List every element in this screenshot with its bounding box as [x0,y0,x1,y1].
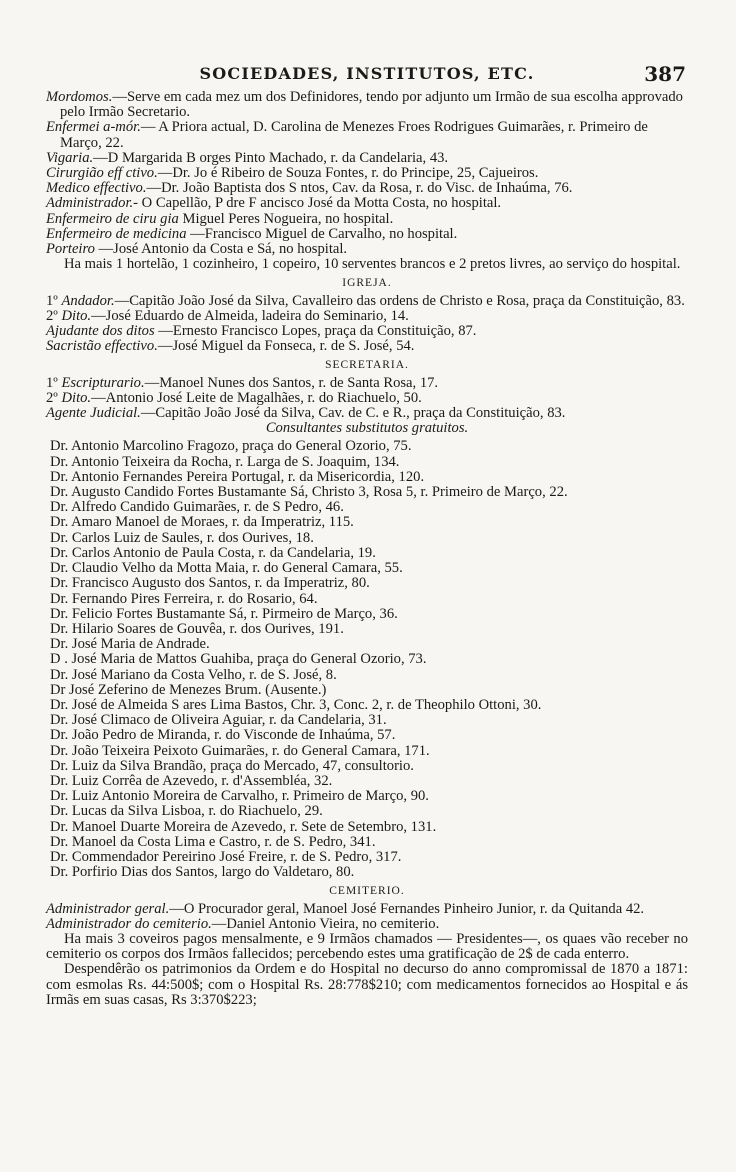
consultant-entry: Dr. Luiz da Silva Brandão, praça do Mercado, 47, consultorio. [50,757,414,774]
consultant-entry: Dr. Manoel Duarte Moreira de Azevedo, r. Sete de Setembro, 131. [50,818,437,835]
section-title: SECRETARIA. [325,359,409,372]
church-entry: 1º Andador.—Capitão João José da Silva, Cavalleiro das ordens de Christo e Rosa, praça da Constituição, 83. [46,292,685,309]
consultant-entry: Dr. José de Almeida S ares Lima Bastos, Chr. 3, Conc. 2, r. de Theophilo Ottoni, 30. [50,696,542,713]
secretaria-entry: 1º Escripturario.—Manoel Nunes dos Santos, r. de Santa Rosa, 17. [46,374,439,391]
consultant-entry: Dr. José Climaco de Oliveira Aguiar, r. da Candelaria, 31. [50,712,387,729]
consultant-entry: Dr. Carlos Antonio de Paula Costa, r. da Candelaria, 19. [50,544,376,561]
consultant-entry: Dr. José Mariano da Costa Velho, r. de S. José, 8. [50,666,337,683]
staff-entry: Vigaria.—D Margarida B orges Pinto Machado, r. da Candelaria, 43. [46,149,449,166]
consultant-entry: Dr. Antonio Fernandes Pereira Portugal, r. da Misericordia, 120. [50,468,425,485]
cemetery-paragraph: Despendêrão os patrimonios da Ordem e do Hospital no decurso do anno compromissal de 1870 a 1871: com esmolas Rs. 44:500$; com o Hospital Rs. 28:778$210; com medicamentos fornecidos ao Hospital e ás Irmãs em suas casas, Rs 3:370$223; [46,961,688,1008]
section-secretaria [46,358,688,421]
consultant-entry: Dr. Porfirio Dias dos Santos, largo do Valdetaro, 80. [50,864,355,881]
consultant-entry: Dr. Amaro Manoel de Moraes, r. da Imperatriz, 115. [50,514,354,531]
church-entry: 2º Dito.—José Eduardo de Almeida, ladeira do Seminario, 14. [46,307,409,324]
section-igreja [46,276,688,354]
consultant-entry: Dr. Lucas da Silva Lisboa, r. do Riachuelo, 29. [50,803,323,820]
hospital-note: Ha mais 1 hortelão, 1 cozinheiro, 1 copeiro, 10 serventes brancos e 2 pretos livres, ao serviço do hospital. [64,256,681,273]
staff-entry: Administrador.- O Capellão, P dre F ancisco José da Motta Costa, no hospital. [46,195,502,212]
secretaria-entry: Agente Judicial.—Capitão João José da Silva, Cav. de C. e R., praça da Constituição, 83. [46,405,566,422]
consultant-entry: Dr. Francisco Augusto dos Santos, r. da Imperatriz, 80. [50,575,370,592]
section-consultantes [46,421,688,880]
page-content [46,90,688,1008]
consultant-entry: Dr. Hilario Soares de Gouvêa, r. dos Ourives, 191. [50,620,344,637]
consultant-list [46,439,688,880]
staff-entry: Medico effectivo.—Dr. João Baptista dos S ntos, Cav. da Rosa, r. do Visc. de Inhaúma, 76. [46,180,573,197]
staff-entry: Enfermeiro de medicina —Francisco Miguel de Carvalho, no hospital. [46,225,458,242]
consultant-entry: Dr. Antonio Marcolino Fragozo, praça do General Ozorio, 75. [50,438,412,455]
consultant-entry: Dr. Luiz Antonio Moreira de Carvalho, r. Primeiro de Março, 90. [50,788,429,805]
page-number: 387 [644,62,686,86]
consultant-entry: Dr. Felicio Fortes Bustamante Sá, r. Pirmeiro de Março, 36. [50,605,398,622]
consultant-entry: Dr. Antonio Teixeira da Rocha, r. Larga de S. Joaquim, 134. [50,453,400,470]
section-subtitle: Consultantes substitutos gratuitos. [265,420,469,437]
church-entry: Ajudante dos ditos —Ernesto Francisco Lopes, praça da Constituição, 87. [46,323,477,340]
consultant-entry: Dr. Claudio Velho da Motta Maia, r. do General Camara, 55. [50,560,403,577]
running-head: SOCIEDADES, INSTITUTOS, ETC. [199,64,535,83]
staff-entry: Mordomos.—Serve em cada mez um dos Definidores, tendo por adjunto um Irmão de sua escolha approvado pelo Irmão Secretario. [46,89,683,121]
consultant-entry: Dr. Alfredo Candido Guimarães, r. de S Pedro, 46. [50,499,344,516]
consultant-entry: Dr. João Teixeira Peixoto Guimarães, r. do General Camara, 171. [50,742,430,759]
consultant-entry: Dr. Carlos Luiz de Saules, r. dos Ourives, 18. [50,529,314,546]
consultant-entry: D . José Maria de Mattos Guahiba, praça do General Ozorio, 73. [50,651,427,668]
secretaria-entry: 2º Dito.—Antonio José Leite de Magalhães, r. do Riachuelo, 50. [46,389,422,406]
consultant-entry: Dr. Fernando Pires Ferreira, r. do Rosario, 64. [50,590,318,607]
section-cemiterio [46,884,688,1008]
staff-entry: Enfermei a-mór.— A Priora actual, D. Carolina de Menezes Froes Rodrigues Guimarães, r. Primeiro de Março, 22. [46,119,648,151]
staff-entry: Enfermeiro de ciru gia Miguel Peres Nogueira, no hospital. [46,210,394,227]
consultant-entry: Dr. João Pedro de Miranda, r. do Visconde de Inhaúma, 57. [50,727,396,744]
cemetery-entry: Administrador do cemiterio.—Daniel Antonio Vieira, no cemiterio. [46,915,440,932]
section-title: CEMITERIO. [329,885,405,898]
cemetery-paragraph: Ha mais 3 coveiros pagos mensalmente, e 9 Irmãos chamados — Presidentes—, os quaes vão receber no cemiterio os corpos dos Irmãos fallecidos; percebendo estes uma gratificação de 2$ de cada enterro. [46,930,688,963]
consultant-entry: Dr. Manoel da Costa Lima e Castro, r. de S. Pedro, 341. [50,833,376,850]
staff-entry: Cirurgião eff ctivo.—Dr. Jo é Ribeiro de Souza Fontes, r. do Principe, 25, Cajueiros. [46,165,539,182]
hospital-staff-list [46,90,688,272]
consultant-entry: Dr. Augusto Candido Fortes Bustamante Sá, Christo 3, Rosa 5, r. Primeiro de Março, 22. [50,484,568,501]
staff-entry: Porteiro —José Antonio da Costa e Sá, no hospital. [46,241,348,258]
consultant-entry: Dr. Commendador Pereirino José Freire, r. de S. Pedro, 317. [50,848,402,865]
consultant-entry: Dr José Zeferino de Menezes Brum. (Ausente.) [50,681,327,698]
church-entry: Sacristão effectivo.—José Miguel da Fonseca, r. de S. José, 54. [46,338,415,355]
consultant-entry: Dr. Luiz Corrêa de Azevedo, r. d'Assembléa, 32. [50,772,333,789]
section-title: IGREJA. [342,277,392,290]
consultant-entry: Dr. José Maria de Andrade. [50,636,210,653]
cemetery-entry: Administrador geral.—O Procurador geral, Manoel José Fernandes Pinheiro Junior, r. da Quitanda 42. [46,900,645,917]
